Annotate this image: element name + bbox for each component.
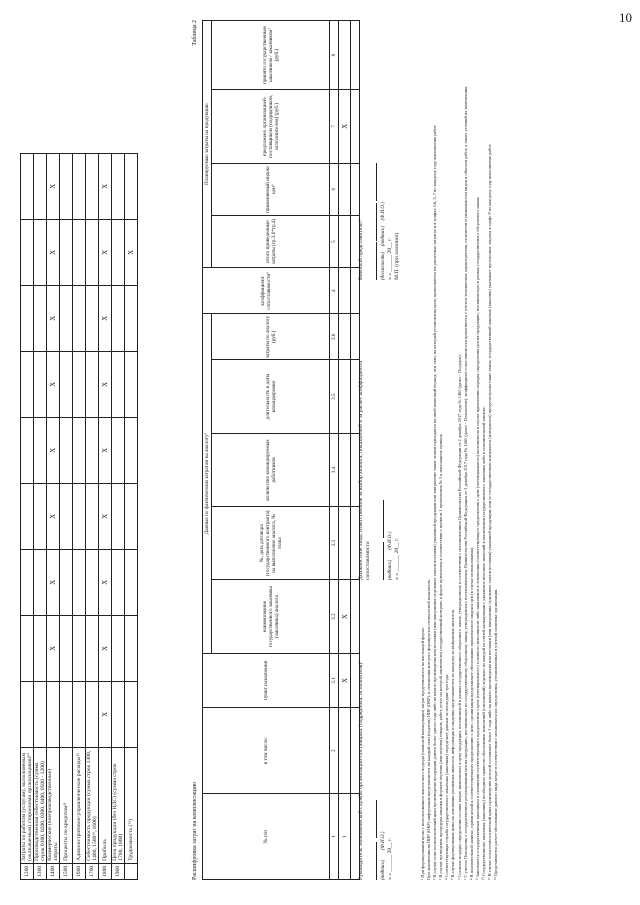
table-cell bbox=[60, 615, 73, 681]
table-cell: X bbox=[99, 681, 112, 747]
table-cell bbox=[34, 219, 47, 285]
table-cell bbox=[21, 285, 34, 351]
row-name: Затраты по работам (услугам), выполняемым (оказываемым) сторонними организациями¹⁰ bbox=[21, 747, 34, 863]
table-cell: X bbox=[47, 615, 60, 681]
column-number: 7 bbox=[330, 90, 339, 163]
label-sign: (подпись) bbox=[388, 559, 393, 580]
components-costs-table bbox=[202, 20, 360, 880]
table-cell bbox=[73, 351, 86, 417]
table-cell bbox=[339, 268, 351, 314]
table-cell bbox=[60, 483, 73, 549]
table-cell bbox=[351, 580, 360, 653]
label-name: (Ф.И.О.) bbox=[381, 202, 386, 221]
table-cell bbox=[86, 483, 99, 549]
signature-title: Военный представитель¹⁴ bbox=[358, 218, 364, 280]
table-cell: X bbox=[47, 351, 60, 417]
footnote: ¹⁰ Государственному заказчику (заказчику) необходимо привести обоснование изменений (отклонений) отдельно по каждой из статей калькуляции с указанием итоговых значений в заключении государственного заказчика либо в пояснительной записке. bbox=[480, 406, 486, 880]
table-cell bbox=[73, 615, 86, 681]
table-cell bbox=[47, 681, 60, 747]
row-code bbox=[125, 863, 138, 879]
table-cell bbox=[21, 483, 34, 549]
row-code: 1400 bbox=[47, 863, 60, 879]
table-cell bbox=[60, 549, 73, 615]
column-number: 3.2 bbox=[330, 580, 339, 653]
signature-date: « » ______ 20__ г. bbox=[394, 537, 400, 580]
signature-date: « » ______ 20__ г. bbox=[387, 837, 393, 880]
table-cell bbox=[60, 681, 73, 747]
row-code: 1200 bbox=[21, 863, 34, 879]
table-cell bbox=[112, 285, 125, 351]
row-code: 1900 bbox=[112, 863, 125, 879]
table-cell bbox=[34, 549, 47, 615]
table-cell bbox=[125, 351, 138, 417]
label-sign: (подпись) bbox=[381, 859, 386, 880]
header-price-index: применяемый индекс цен⁶ bbox=[212, 163, 330, 215]
table-cell bbox=[125, 549, 138, 615]
column-number: 6 bbox=[330, 163, 339, 215]
table-cell bbox=[21, 351, 34, 417]
header-accepted: принято государственным заказчиком / заказчиком⁷ (руб.) bbox=[212, 21, 330, 90]
table-cell: X bbox=[47, 417, 60, 483]
column-number: 4 bbox=[330, 268, 339, 314]
header-cost: затраты по аналогу (руб.) bbox=[212, 314, 330, 360]
column-number: 3.6 bbox=[330, 314, 339, 360]
signature-military-rep bbox=[358, 50, 401, 280]
table-cell: X bbox=[47, 285, 60, 351]
row-code: 1600 bbox=[73, 863, 86, 879]
table-cell bbox=[21, 549, 34, 615]
header-workers: количество командируемых работников bbox=[212, 433, 330, 506]
rotated-page-content bbox=[20, 20, 620, 880]
table-cell bbox=[34, 285, 47, 351]
label-position: (должность) bbox=[381, 251, 386, 280]
table-cell bbox=[34, 483, 47, 549]
signature-date: « » ______ 20__ г. bbox=[387, 237, 393, 280]
table-cell bbox=[125, 483, 138, 549]
column-number: 1 bbox=[330, 794, 339, 880]
header-contract-date: №, дата договора (государственного контракта) на выполнение аналога, № этапа bbox=[212, 507, 330, 580]
table-cell: X bbox=[99, 285, 112, 351]
table-row bbox=[125, 153, 138, 879]
table-cell bbox=[34, 417, 47, 483]
row-name: Прибыль bbox=[99, 747, 112, 863]
footnote: ¹² Представляется расчет-обоснование данного вида затрат в соответствии с механизмом их определения, установленным в учетной политике организации. bbox=[493, 588, 499, 880]
table-cell bbox=[339, 360, 351, 433]
table-cell bbox=[112, 153, 125, 219]
table-cell bbox=[21, 219, 34, 285]
table-cell bbox=[112, 549, 125, 615]
table-cell bbox=[339, 21, 351, 90]
footnote: ¹ При формировании цены с использованием аналогового подхода (плановой калькуляции) затрат представляется на настоящей форме. bbox=[420, 626, 425, 880]
table-cell bbox=[125, 417, 138, 483]
table-cell bbox=[21, 417, 34, 483]
table-cell bbox=[60, 351, 73, 417]
table-cell bbox=[34, 615, 47, 681]
stamp-place: М.П. (при наличии) bbox=[394, 232, 400, 280]
row-name: Административно-управленческие расходы¹² bbox=[73, 747, 86, 863]
table-row bbox=[73, 153, 86, 879]
table-row bbox=[47, 153, 60, 879]
row-name: Производственная себестоимость (сумма строк 0100, 0200, 0300, 0400, 0500 - 1200) bbox=[34, 747, 47, 863]
footnote: ⁶ Согласно порядку определения состава затрат, включаемых в цену продукции, поставляемой в рамках государственного оборонного заказа, утвержденному в соответствии с постановлением Правительства Российской Федерации от 2 декабря 2017 года № 1465 (далее - Порядок). bbox=[456, 354, 462, 880]
table-cell bbox=[21, 615, 34, 681]
table-cell: X bbox=[339, 90, 351, 163]
table-cell bbox=[112, 417, 125, 483]
row-name: Трудоемкость (¹⁵) bbox=[125, 747, 138, 863]
footnotes bbox=[420, 20, 499, 880]
column-number: 3.3 bbox=[330, 507, 339, 580]
table-cell: X bbox=[339, 580, 351, 653]
column-number: 3.5 bbox=[330, 360, 339, 433]
table-cell bbox=[60, 219, 73, 285]
table-cell: X bbox=[99, 351, 112, 417]
table-cell bbox=[34, 351, 47, 417]
table-cell bbox=[112, 483, 125, 549]
table-cell bbox=[339, 708, 351, 794]
table-cell: X bbox=[99, 219, 112, 285]
row-name: Цена продукции (без НДС) (сумма строк 1700, 1800) bbox=[112, 747, 125, 863]
column-number: 8 bbox=[330, 21, 339, 90]
table-cell bbox=[34, 681, 47, 747]
table-row bbox=[86, 153, 99, 879]
row-code: 1500 bbox=[60, 863, 73, 879]
header-customer-name: наименование государственного заказчика (заказчика) аналога bbox=[212, 580, 330, 653]
row-name: Проценты по кредитам¹¹ bbox=[60, 747, 73, 863]
table-cell bbox=[21, 681, 34, 747]
table-row bbox=[34, 153, 47, 879]
footnote: ⁷ С учетом Положения о государственном регулировании цен на продукцию, поставляемую по государственному оборонному заказу, утвержденного постановлением Правительства Российской Федерации от 2 декабря 2017 года № 1465 (далее - Положение), коэффициент сопоставимости применяется с учетом технических характеристик, сложности и уникальности видов и объемов работ, а также условий их выполнения. bbox=[462, 85, 468, 880]
table-cell bbox=[73, 681, 86, 747]
column-number: 2 bbox=[330, 708, 339, 794]
table2-title: Расшифровка затрат на комплектацию bbox=[192, 781, 198, 880]
signature-title: Руководитель экономической службы организации-поставщика (подрядчика, исполнителя)³ bbox=[358, 661, 364, 880]
table-cell bbox=[73, 483, 86, 549]
label-name: (Ф.И.О.) bbox=[388, 531, 393, 550]
column-numbers-row bbox=[330, 21, 339, 880]
table-row bbox=[60, 153, 73, 879]
header-fact-group: Данные по фактическим затратам на аналогу⁵ bbox=[203, 314, 212, 653]
table-cell bbox=[86, 417, 99, 483]
table-cell bbox=[112, 615, 125, 681]
table-cell: X bbox=[47, 153, 60, 219]
table-cell bbox=[339, 163, 351, 215]
footnote: ⁹ Заполняется государственным заказчиком в отношении соответствующего предложения о цене (потенциального) головного исполнителя либо заказчиком в отношении соответствующего предложения о цене (потенциального) исполнителя в случае применения порядка определения цен на продукцию, поставляемую в рамках государственного оборонного заказа. bbox=[474, 196, 480, 880]
header-plan-group: Планируемые затраты на продукцию bbox=[203, 21, 212, 268]
cost-rows-table bbox=[20, 153, 138, 880]
table-cell bbox=[86, 285, 99, 351]
table-cell bbox=[86, 153, 99, 219]
table-cell bbox=[86, 681, 99, 747]
table-cell bbox=[339, 507, 351, 580]
table-cell bbox=[60, 153, 73, 219]
header-destination: пункт назначения bbox=[203, 653, 330, 707]
label-sign: (подпись) bbox=[381, 225, 386, 247]
table-cell: X bbox=[99, 417, 112, 483]
table-cell bbox=[86, 615, 99, 681]
table-cell bbox=[112, 351, 125, 417]
table-cell: X bbox=[47, 483, 60, 549]
table-cell bbox=[86, 351, 99, 417]
table-row bbox=[99, 153, 112, 879]
table-cell: X bbox=[47, 219, 60, 285]
row-code: 1700 bbox=[86, 863, 99, 879]
table-cell bbox=[339, 215, 351, 267]
table-cell: X bbox=[99, 483, 112, 549]
column-number: 3.4 bbox=[330, 433, 339, 506]
table-cell bbox=[73, 549, 86, 615]
column-number: 5 bbox=[330, 215, 339, 267]
table-cell bbox=[73, 219, 86, 285]
table2-caption: Таблица 2 bbox=[192, 20, 198, 46]
table-row bbox=[339, 21, 351, 880]
table-row bbox=[112, 153, 125, 879]
table-cell bbox=[34, 153, 47, 219]
footnote: При заполнении на НИР (ОКР) информация представляется на каждый этап (подэтап) НИР (ОКР), в отношении которого формируется стоимостной показатель. bbox=[426, 578, 432, 880]
table-cell bbox=[73, 285, 86, 351]
table-cell bbox=[73, 153, 86, 219]
row-name: Себестоимость продукции (сумма строк 1300, 1400, 1500¹³, 1600) bbox=[86, 747, 99, 863]
table-cell: X bbox=[99, 153, 112, 219]
table-cell bbox=[21, 153, 34, 219]
table-cell bbox=[339, 314, 351, 360]
row-number: 1 bbox=[339, 794, 351, 880]
row-code: 1800 bbox=[99, 863, 112, 879]
footnote: ⁵ В случае формирования цены на основании различных аналогов, информация и сведения представляются по каждому из выбранных аналогов. bbox=[450, 609, 456, 880]
header-num: № п/п bbox=[203, 794, 330, 880]
footnote: ⁴ Соответствующая служба государственного заказчика (заказчика) определяет данные за последние три года. bbox=[444, 674, 450, 880]
row-name: Коммерческие (внепроизводственные) затраты bbox=[47, 747, 60, 863]
table-cell bbox=[125, 285, 138, 351]
table-cell bbox=[60, 285, 73, 351]
page-number: 10 bbox=[619, 10, 632, 25]
footnote: ² В случае если технологический цикл производства продукции длится более одного года либо на начало производства или поставки (или завершения отдельных этапов поставки) указанной продукции или завершение таких этапов приходится на иной плановый период, чем этап, на который установлена цена, применяются на расчетных затратах и в графах 3.6, 5, 7 по каждому году выполнения работ. bbox=[432, 124, 438, 880]
table-cell: X bbox=[125, 219, 138, 285]
table-cell bbox=[60, 417, 73, 483]
header-incl: в том числе: bbox=[203, 708, 330, 794]
signature-economist bbox=[358, 660, 394, 880]
table-cell bbox=[125, 681, 138, 747]
header-coefficient: коэффициент сопоставимости⁶ bbox=[203, 268, 330, 314]
table-cell bbox=[86, 219, 99, 285]
header-offered: предложено организацией-поставщиком (подрядчиком, исполнителем) (руб.) bbox=[212, 90, 330, 163]
header-duration: длительность и даты командировки bbox=[212, 360, 330, 433]
label-name: (Ф.И.О.) bbox=[381, 831, 386, 850]
table-cell bbox=[112, 219, 125, 285]
table-cell: X bbox=[99, 615, 112, 681]
table-cell bbox=[339, 433, 351, 506]
table-cell: X bbox=[339, 653, 351, 707]
footnote: ³ В случае проведения процедуры закупки в формате перечня (или перечня) товаров, работ, услуг по которой заключается государственный контракт, к форме приложены в соответствии с пунктом 1 приложения № 5 к настоящему приказу. bbox=[438, 433, 444, 880]
footnote: ⁸ В пояснительной записке, прилагаемой к соответствующему предложению о цене, организация представляет обоснование применяемого индекса цен (в случае использования). bbox=[468, 546, 474, 880]
table-cell bbox=[86, 549, 99, 615]
column-number: 3.1 bbox=[330, 653, 339, 707]
table-cell: X bbox=[47, 549, 60, 615]
header-given-costs: итого приведенные затраты (гр.3.6*гр.4) bbox=[212, 215, 330, 267]
row-code: 1300 bbox=[34, 863, 47, 879]
signature-responsible bbox=[358, 330, 401, 580]
table-cell: X bbox=[99, 549, 112, 615]
table-cell bbox=[112, 681, 125, 747]
footnote: ¹¹ В случае если технологический цикл производства которой составляет более 1 года либо на начало производства или поставки (или завершения отдельных этапов поставки) указанной продукции, или ее государственным контрактом (контрактом) предусмотрены такие этапы, государственный заказчик (заказчик) указывает прогнозные затраты в графе 8 по каждому году выполнения работ. bbox=[487, 143, 493, 880]
signature-title: Должностное лицо, ответственное за выбор аналога, показателей и за расчет коэффициента сопоставимости bbox=[358, 361, 371, 580]
table-cell bbox=[125, 615, 138, 681]
table-row bbox=[21, 153, 34, 879]
table-cell bbox=[73, 417, 86, 483]
table-cell bbox=[125, 153, 138, 219]
